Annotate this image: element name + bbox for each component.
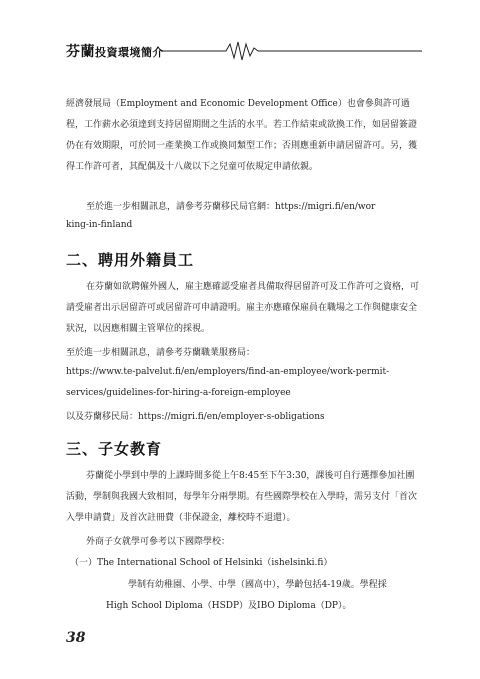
header-title-big: 芬蘭 xyxy=(66,44,95,60)
section2-url-line2: services/guidelines-for-hiring-a-foreign-employee xyxy=(66,388,291,398)
page-number: 38 xyxy=(66,630,86,646)
section3-heading: 三、子女教育 xyxy=(66,440,163,458)
section1-reference-line2: king-in-finland xyxy=(66,220,133,230)
section2-heading: 二、聘用外籍員工 xyxy=(66,251,195,269)
section2-reference-intro: 至於進一步相關訊息，請參考芬蘭職業服務局： xyxy=(66,348,256,358)
school-description-line1: 學制有幼稚園、小學、中學（國高中），學齡包括4-19歲。學程採 xyxy=(128,580,387,590)
running-header xyxy=(66,38,422,62)
section3-reference-line: 外商子女就學可參考以下國際學校： xyxy=(86,537,231,547)
section3-paragraph: 芬蘭從小學到中學的上課時間多從上午8:45至下午3:30，課後可自行選擇參加社團活動，學制與我國大致相同，每學年分兩學期。有些國際學校在入學時，需另支付「首次入學申請費」及首次註冊費（非保證金，離校時不退還）。 xyxy=(66,471,418,523)
school-description-line2: High School Diploma（HSDP）及IBO Diploma（DP）。 xyxy=(106,601,352,611)
section1-reference-line1: 至於進一步相關訊息，請參考芬蘭移民局官網：https://migri.fi/en/wor xyxy=(86,202,376,212)
section2-url-line1: https://www.te-palvelut.fi/en/employers/find-an-employee/work-permit- xyxy=(66,367,390,377)
section1-continued-paragraph: 經濟發展局（Employment and Economic Development Office）也會參與許可過程，工作薪水必須達到支持居留期間之生活的水平。若工作結束或欲換工作，如居留簽證仍在有效期限，可於同一產業換工作或換同類型工作；否則應重新申請居留許可。另，獲得工作許可者，其配偶及十八歲以下之兒童可依規定申請依親。 xyxy=(66,99,418,172)
header-title xyxy=(66,41,164,61)
section2-paragraph: 在芬蘭如欲聘僱外國人，雇主應確認受雇者具備取得居留許可及工作許可之資格，可請受雇者出示居留許可或居留許可申請證明。雇主亦應確保雇員在職場之工作與健康安全狀況，以因應相關主管單位的採視。 xyxy=(66,282,420,334)
header-title-rest: 投資環境簡介 xyxy=(95,46,164,59)
section2-migri-line: 以及芬蘭移民局：https://migri.fi/en/employer-s-obligations xyxy=(66,412,325,422)
school-list-item: （一）The International School of Helsinki（ishelsinki.fi） xyxy=(70,558,333,568)
